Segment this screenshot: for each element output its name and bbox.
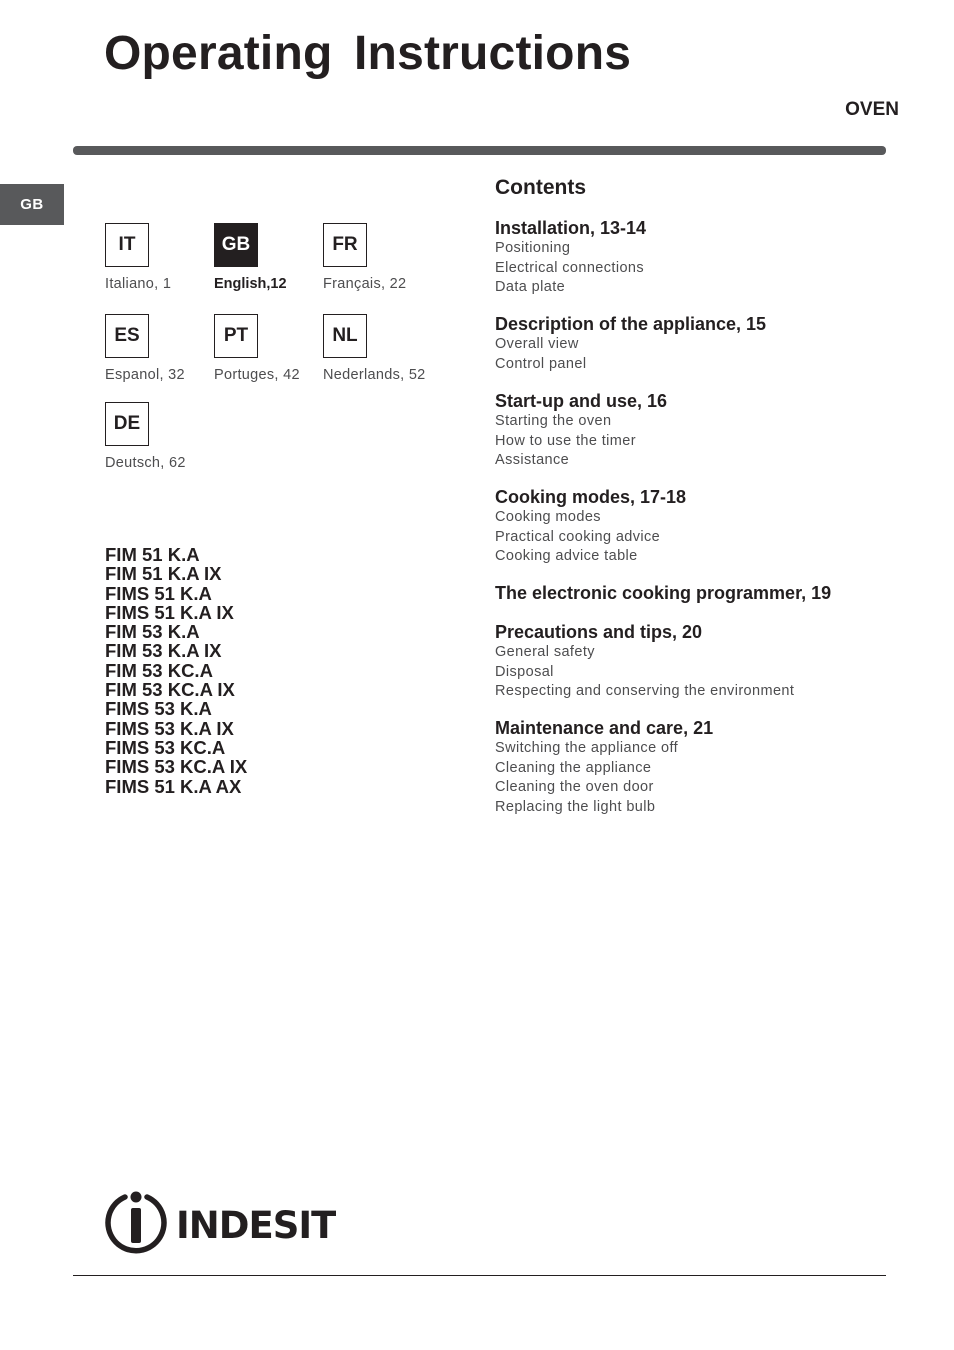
toc-section-description bbox=[495, 314, 766, 374]
contents-heading: Contents bbox=[495, 176, 586, 199]
language-item-fr[interactable] bbox=[323, 223, 453, 292]
brand-wordmark: INDESIT bbox=[176, 1204, 336, 1247]
toc-section-title[interactable]: The electronic cooking programmer, 19 bbox=[495, 583, 832, 603]
language-code-box: PT bbox=[214, 314, 258, 358]
toc-section-title[interactable]: Installation, 13-14 bbox=[495, 218, 647, 238]
model-item: FIM 51 K.A bbox=[105, 544, 200, 565]
language-caption: Portuges, 42 bbox=[214, 367, 300, 383]
model-item: FIMS 51 K.A AX bbox=[105, 775, 242, 797]
language-code-box: IT bbox=[105, 223, 149, 267]
language-code-box: NL bbox=[323, 314, 367, 358]
logo-stem bbox=[131, 1208, 141, 1243]
logo-dot bbox=[131, 1192, 142, 1203]
toc-item[interactable]: Respecting and conserving the environment bbox=[495, 683, 795, 699]
model-item: FIM 51 K.A IX bbox=[105, 563, 222, 585]
model-item: FIM 53 K.A bbox=[105, 621, 200, 643]
header-divider bbox=[73, 146, 886, 155]
toc-item[interactable]: General safety bbox=[495, 644, 595, 660]
toc-item[interactable]: Cooking modes bbox=[495, 509, 601, 525]
toc-item[interactable]: Electrical connections bbox=[495, 259, 645, 276]
toc-item[interactable]: Practical cooking advice bbox=[495, 528, 661, 545]
language-side-tab: GB bbox=[0, 184, 64, 225]
toc-section-title[interactable]: Start-up and use, 16 bbox=[495, 391, 668, 411]
language-caption: Italiano, 1 bbox=[105, 276, 172, 292]
language-code-box: DE bbox=[105, 402, 149, 446]
toc-section-title[interactable]: Maintenance and care, 21 bbox=[495, 718, 714, 738]
language-caption: Deutsch, 62 bbox=[105, 455, 186, 471]
model-item: FIM 53 KC.A IX bbox=[105, 679, 235, 701]
toc-section-installation bbox=[495, 218, 646, 298]
language-item-nl[interactable] bbox=[323, 314, 453, 383]
toc-item[interactable]: Switching the appliance off bbox=[495, 740, 679, 756]
model-item: FIMS 53 K.A bbox=[105, 698, 212, 720]
model-item: FIMS 51 K.A bbox=[105, 582, 212, 604]
toc-section-programmer bbox=[495, 583, 831, 604]
toc-item[interactable]: Cleaning the oven door bbox=[495, 779, 654, 795]
indesit-logo-icon bbox=[104, 1188, 336, 1254]
toc-item[interactable]: Data plate bbox=[495, 279, 566, 295]
toc-section-title[interactable]: Cooking modes, 17-18 bbox=[495, 487, 687, 507]
model-list bbox=[105, 545, 247, 796]
page-title: Operating Instructions bbox=[104, 27, 632, 80]
language-code-box: GB bbox=[214, 223, 258, 267]
toc-section-precautions bbox=[495, 622, 794, 702]
model-item: FIMS 53 K.A IX bbox=[105, 717, 234, 739]
toc-item[interactable]: Cleaning the appliance bbox=[495, 759, 652, 776]
language-code-box: ES bbox=[105, 314, 149, 358]
toc-item[interactable]: Starting the oven bbox=[495, 413, 612, 429]
toc-item[interactable]: How to use the timer bbox=[495, 432, 636, 449]
footer-divider bbox=[73, 1275, 886, 1276]
toc-item[interactable]: Positioning bbox=[495, 240, 571, 256]
model-item: FIMS 51 K.A IX bbox=[105, 601, 234, 623]
language-caption: English,12 bbox=[214, 276, 287, 292]
toc-section-title[interactable]: Description of the appliance, 15 bbox=[495, 314, 767, 334]
language-caption: Espanol, 32 bbox=[105, 367, 185, 383]
model-item: FIM 53 K.A IX bbox=[105, 640, 222, 662]
model-item: FIMS 53 KC.A IX bbox=[105, 756, 248, 778]
model-item: FIMS 53 KC.A bbox=[105, 736, 226, 758]
toc-section-startup bbox=[495, 391, 667, 471]
toc-section-cooking-modes bbox=[495, 487, 686, 567]
language-item-de[interactable] bbox=[105, 402, 235, 471]
toc-item[interactable]: Overall view bbox=[495, 336, 579, 352]
product-type-label: OVEN bbox=[845, 99, 899, 120]
toc-section-maintenance bbox=[495, 718, 713, 817]
language-caption: Nederlands, 52 bbox=[323, 367, 426, 383]
toc-section-title[interactable]: Precautions and tips, 20 bbox=[495, 622, 703, 642]
language-caption: Français, 22 bbox=[323, 276, 407, 292]
language-code-box: FR bbox=[323, 223, 367, 267]
toc-item[interactable]: Cooking advice table bbox=[495, 548, 638, 564]
toc-item[interactable]: Assistance bbox=[495, 452, 570, 468]
toc-item[interactable]: Replacing the light bulb bbox=[495, 798, 656, 815]
toc-item[interactable]: Control panel bbox=[495, 355, 587, 372]
model-item: FIM 53 KC.A bbox=[105, 659, 213, 681]
toc-item[interactable]: Disposal bbox=[495, 663, 554, 680]
